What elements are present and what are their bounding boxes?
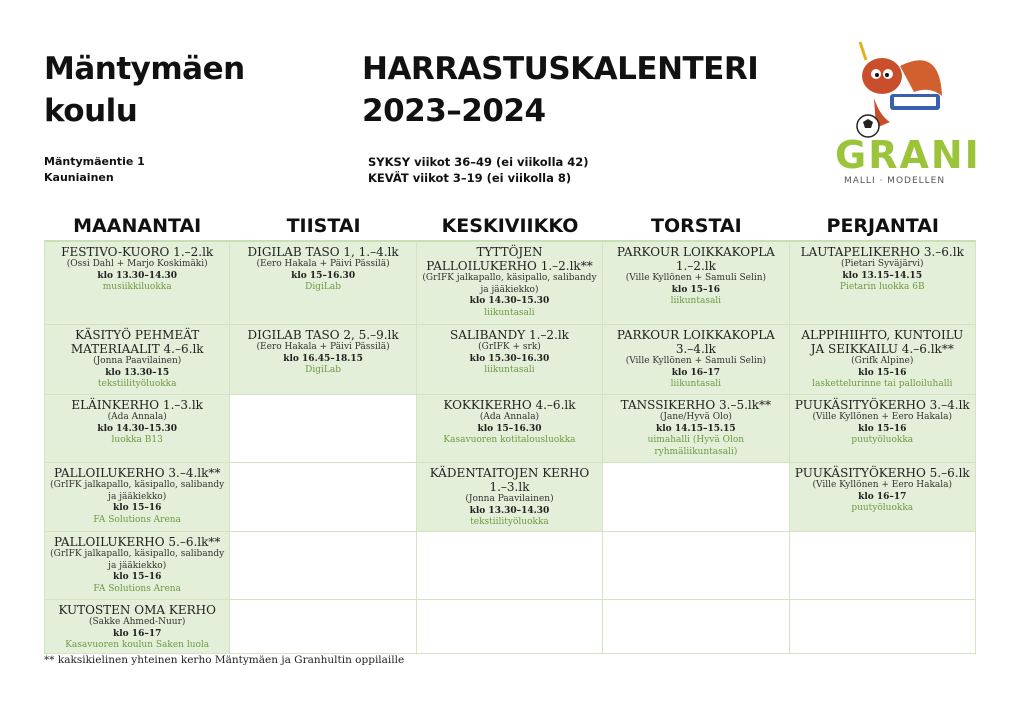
- club-cell: [790, 325, 976, 395]
- club-time: klo 15–16: [113, 503, 162, 513]
- club-cell: [417, 395, 603, 463]
- club-cell: [230, 242, 416, 325]
- club-location: puutyöluokka: [851, 435, 914, 445]
- address-street: Mäntymäentie 1: [44, 155, 145, 168]
- club-cell: [790, 242, 976, 325]
- club-leader: (Grifk Alpine): [851, 356, 914, 366]
- club-cell: [790, 395, 976, 463]
- club-name: ELÄINKERHO 1.–3.lk: [71, 398, 203, 412]
- club-location: liikuntasali: [670, 296, 722, 306]
- empty-cell: [417, 600, 603, 654]
- logo-subtitle: MALLI · MODELLEN: [844, 176, 946, 186]
- club-name: KUTOSTEN OMA KERHO: [58, 603, 216, 617]
- empty-cell: [790, 532, 976, 600]
- club-leader: (Pietari Syväjärvi): [841, 259, 924, 269]
- club-name: ALPPIHIIHTO, KUNTOILU JA SEIKKAILU 4.–6.lk**: [801, 328, 964, 356]
- club-leader: (Eero Hakala + Päivi Pässilä): [256, 259, 390, 269]
- club-time: klo 15–16.30: [477, 423, 542, 434]
- club-name: PALLOILUKERHO 3.–4.lk**: [53, 466, 221, 480]
- club-cell: [44, 532, 230, 600]
- club-cell: [417, 242, 603, 325]
- school-name-line2: koulu: [44, 93, 138, 129]
- address-city: Kauniainen: [44, 171, 114, 184]
- club-cell: [44, 463, 230, 532]
- club-cell: [603, 242, 789, 325]
- club-time: klo 16–17: [113, 628, 162, 639]
- club-leader: (GrIFK jalkapallo, käsipallo, salibandy ja jääkiekko): [50, 480, 225, 502]
- club-time: klo 16.45–18.15: [283, 353, 363, 364]
- empty-cell: [603, 600, 789, 654]
- club-leader: (Jonna Paavilainen): [93, 356, 182, 366]
- club-location: Pietarin luokka 6B: [839, 282, 925, 292]
- day-friday: PERJANTAI: [826, 215, 939, 237]
- school-name: [44, 48, 245, 132]
- club-leader: (Ville Kyllönen + Eero Hakala): [812, 412, 953, 422]
- club-time: klo 13.30–14.30: [97, 270, 178, 281]
- club-location: FA Solutions Arena: [93, 514, 181, 525]
- club-leader: (Sakke Ahmed-Nuur): [89, 617, 186, 627]
- club-cell: [44, 325, 230, 395]
- club-leader: (Eero Hakala + Päivi Pässilä): [256, 342, 390, 352]
- day-wednesday: KESKIVIIKKO: [441, 215, 579, 237]
- club-name: SALIBANDY 1.–2.lk: [450, 328, 569, 342]
- club-cell: [417, 325, 603, 395]
- day-thursday: TORSTAI: [651, 215, 742, 237]
- club-time: klo 13.15–14.15: [842, 270, 923, 281]
- logo-wordmark: GRANI: [835, 133, 981, 177]
- club-name: TANSSIKERHO 3.–5.lk**: [620, 398, 772, 412]
- club-leader: (Ossi Dahl + Marjo Koskimäki): [66, 259, 208, 269]
- club-cell: [44, 395, 230, 463]
- club-name: TYTTÖJEN PALLOILUKERHO 1.–2.lk**: [426, 245, 593, 273]
- club-time: klo 16–17: [671, 367, 721, 378]
- club-name: PUUKÄSITYÖKERHO 3.–4.lk: [794, 398, 970, 412]
- club-location: DigiLab: [305, 365, 341, 375]
- club-cell: [603, 325, 789, 395]
- club-time: klo 16–17: [858, 491, 907, 502]
- club-name: KÄDENTAITOJEN KERHO 1.–3.lk: [429, 466, 590, 494]
- club-time: klo 15–16: [671, 284, 721, 295]
- club-time: klo 15–16: [113, 572, 162, 582]
- club-time: klo 13.30–15: [105, 367, 170, 378]
- empty-cell: [230, 395, 416, 463]
- club-time: klo 13.30–14.30: [469, 505, 550, 516]
- club-location: tekstiilityöluokka: [470, 517, 549, 527]
- footnote: ** kaksikielinen yhteinen kerho Mäntymäen ja Granhultin oppilaille: [44, 654, 405, 666]
- club-time: klo 15–16: [858, 423, 907, 434]
- club-name: PUUKÄSITYÖKERHO 5.–6.lk: [794, 466, 970, 480]
- club-leader: (Jonna Paavilainen): [465, 494, 554, 504]
- club-location: FA Solutions Arena: [93, 583, 181, 594]
- club-location: uimahalli (Hyvä Olon ryhmäliikuntasali): [647, 435, 745, 457]
- club-leader: (Ada Annala): [107, 412, 167, 422]
- club-time: klo 14.30–15.30: [469, 296, 550, 306]
- club-name: PARKOUR LOIKKAKOPLA 1.–2.lk: [616, 245, 775, 273]
- empty-cell: [230, 600, 416, 654]
- page-title-line2: 2023–2024: [362, 93, 546, 129]
- club-location: liikuntasali: [484, 365, 535, 375]
- club-leader: (Ville Kyllönen + Samuli Selin): [625, 273, 767, 283]
- club-location: liikuntasali: [670, 379, 722, 389]
- club-location: musiikkiluokka: [102, 282, 172, 292]
- club-name: DIGILAB TASO 2, 5.–9.lk: [247, 328, 399, 342]
- empty-cell: [230, 463, 416, 532]
- page-title-line1: HARRASTUSKALENTERI: [362, 51, 759, 87]
- club-location: Kasavuoren kotitalousluokka: [443, 435, 576, 445]
- club-leader: (Ville Kyllönen + Eero Hakala): [812, 480, 953, 490]
- club-time: klo 15–16.30: [291, 270, 356, 281]
- empty-cell: [790, 600, 976, 654]
- empty-cell: [417, 532, 603, 600]
- day-monday: MAANANTAI: [73, 215, 202, 237]
- club-name: DIGILAB TASO 1, 1.–4.lk: [247, 245, 399, 259]
- club-location: puutyöluokka: [851, 503, 914, 513]
- club-location: luokka B13: [111, 435, 163, 445]
- club-location: Kasavuoren koulun Saken luola: [65, 640, 210, 650]
- club-time: klo 15–16: [858, 367, 907, 378]
- weekday-header: [44, 212, 976, 240]
- club-time: klo 14.30–15.30: [97, 423, 178, 434]
- club-location: DigiLab: [305, 282, 341, 292]
- club-leader: (GrIFK jalkapallo, käsipallo, salibandy ja jääkiekko): [50, 549, 225, 571]
- empty-cell: [230, 532, 416, 600]
- season-spring: KEVÄT viikot 3–19 (ei viikolla 8): [368, 171, 572, 185]
- club-location: laskettelurinne tai palloiluhalli: [812, 379, 953, 389]
- club-leader: (Ville Kyllönen + Samuli Selin): [625, 356, 767, 366]
- empty-cell: [603, 532, 789, 600]
- club-name: PARKOUR LOIKKAKOPLA 3.–4.lk: [616, 328, 775, 356]
- club-cell: [417, 463, 603, 532]
- club-location: tekstiilityöluokka: [97, 379, 177, 389]
- page-title: [362, 48, 758, 132]
- season-autumn: SYKSY viikot 36–49 (ei viikolla 42): [368, 155, 589, 169]
- club-leader: (Jane/Hyvä Olo): [659, 412, 732, 422]
- season-info: [368, 154, 589, 186]
- schedule-grid: [44, 240, 976, 654]
- club-cell: [44, 600, 230, 654]
- club-leader: (GrIFK + srk): [478, 342, 541, 352]
- club-cell: [603, 395, 789, 463]
- empty-cell: [603, 463, 789, 532]
- club-time: klo 15.30–16.30: [469, 353, 550, 364]
- club-location: liikuntasali: [484, 307, 535, 318]
- school-address: [44, 154, 145, 186]
- school-name-line1: Mäntymäen: [44, 51, 245, 87]
- day-tuesday: TIISTAI: [286, 215, 361, 237]
- club-cell: [44, 242, 230, 325]
- club-leader: (GrIFK jalkapallo, käsipallo, salibandy ja jääkiekko): [422, 273, 597, 295]
- club-name: KÄSITYÖ PEHMEÄT MATERIAALIT 4.–6.lk: [70, 328, 204, 356]
- club-time: klo 14.15–15.15: [656, 423, 736, 434]
- club-cell: [790, 463, 976, 532]
- club-name: FESTIVO-KUORO 1.–2.lk: [61, 245, 214, 259]
- club-name: KOKKIKERHO 4.–6.lk: [443, 398, 576, 412]
- club-leader: (Ada Annala): [479, 412, 540, 422]
- club-name: LAUTAPELIKERHO 3.–6.lk: [800, 245, 964, 259]
- club-name: PALLOILUKERHO 5.–6.lk**: [53, 535, 221, 549]
- club-cell: [230, 325, 416, 395]
